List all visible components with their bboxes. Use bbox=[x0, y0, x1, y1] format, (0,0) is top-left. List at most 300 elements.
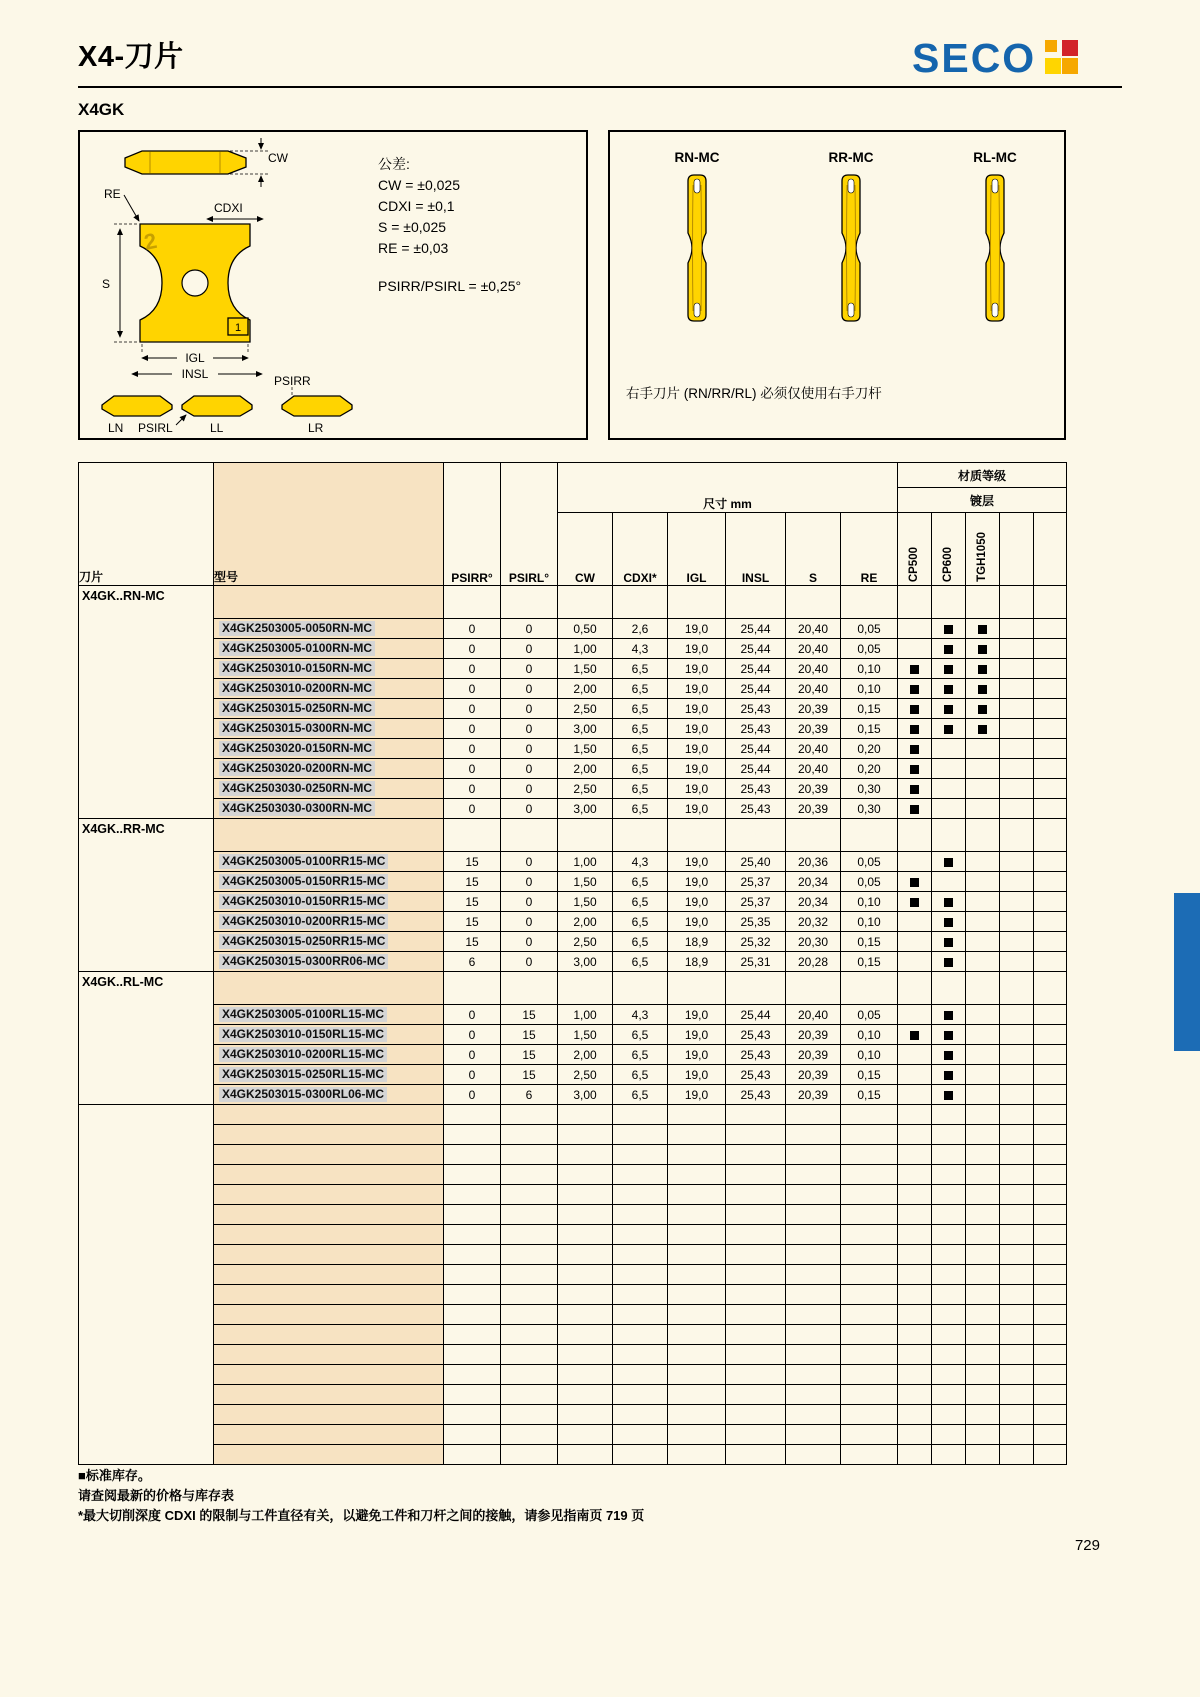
value-cell: 0 bbox=[501, 739, 558, 759]
grade-cell bbox=[966, 1085, 1000, 1105]
model-cell bbox=[214, 799, 444, 819]
value-cell: 0,10 bbox=[841, 912, 898, 932]
col-header-insl: INSL bbox=[726, 513, 786, 586]
value-cell: 1,00 bbox=[558, 639, 613, 659]
value-cell bbox=[668, 1225, 726, 1245]
empty-row bbox=[79, 1365, 1067, 1385]
value-cell bbox=[726, 1205, 786, 1225]
value-cell: 0,50 bbox=[558, 619, 613, 639]
value-cell: 0,15 bbox=[841, 1085, 898, 1105]
value-cell bbox=[841, 1105, 898, 1125]
grade-cell bbox=[1000, 912, 1034, 932]
value-cell bbox=[726, 1225, 786, 1245]
value-cell: 0 bbox=[501, 892, 558, 912]
standard-stock-square bbox=[910, 665, 919, 674]
value-cell: 25,43 bbox=[726, 1065, 786, 1085]
model-cell bbox=[214, 779, 444, 799]
standard-stock-square bbox=[944, 725, 953, 734]
model-number: X4GK2503030-0250RN-MC bbox=[219, 781, 375, 796]
value-cell bbox=[786, 1105, 841, 1125]
grade-cell bbox=[966, 639, 1000, 659]
standard-stock-square bbox=[944, 1091, 953, 1100]
right-hand-note: 右手刀片 (RN/RR/RL) 必须仅使用右手刀杆 bbox=[626, 386, 882, 401]
grade-cell bbox=[1000, 1025, 1034, 1045]
igl-label: IGL bbox=[185, 351, 205, 365]
value-cell bbox=[668, 819, 726, 852]
psirr-label: PSIRR bbox=[274, 374, 311, 388]
grade-cell bbox=[966, 1225, 1000, 1245]
grade-cell bbox=[1000, 1045, 1034, 1065]
grade-cell bbox=[1034, 1025, 1067, 1045]
grade-cell bbox=[898, 1265, 932, 1285]
footnotes bbox=[78, 1466, 644, 1526]
value-cell bbox=[501, 1145, 558, 1165]
grade-cell bbox=[966, 799, 1000, 819]
lr-label: LR bbox=[308, 421, 324, 435]
value-cell: 20,32 bbox=[786, 912, 841, 932]
value-cell bbox=[668, 1265, 726, 1285]
grade-cell bbox=[1034, 819, 1067, 852]
grade-cell bbox=[1000, 952, 1034, 972]
grade-cell bbox=[1034, 1085, 1067, 1105]
grade-cell bbox=[1000, 619, 1034, 639]
value-cell: 0 bbox=[501, 912, 558, 932]
value-cell: 19,0 bbox=[668, 779, 726, 799]
standard-stock-square bbox=[978, 625, 987, 634]
grade-cell bbox=[966, 1425, 1000, 1445]
grade-cell bbox=[966, 892, 1000, 912]
edge-number-1: 1 bbox=[234, 322, 242, 334]
model-cell bbox=[214, 1285, 444, 1305]
value-cell: 0,10 bbox=[841, 659, 898, 679]
value-cell bbox=[786, 1225, 841, 1245]
table-row bbox=[79, 852, 1067, 872]
empty-row bbox=[79, 1325, 1067, 1345]
value-cell: 6,5 bbox=[613, 912, 668, 932]
value-cell bbox=[444, 586, 501, 619]
grade-cell bbox=[898, 852, 932, 872]
value-cell bbox=[501, 1185, 558, 1205]
grade-cell bbox=[1000, 1065, 1034, 1085]
grade-cell bbox=[932, 1085, 966, 1105]
grade-cell bbox=[966, 1125, 1000, 1145]
value-cell: 0 bbox=[501, 779, 558, 799]
value-cell bbox=[501, 1305, 558, 1325]
value-cell: 20,40 bbox=[786, 619, 841, 639]
value-cell bbox=[786, 1305, 841, 1325]
value-cell bbox=[841, 1325, 898, 1345]
grade-cell bbox=[966, 932, 1000, 952]
grade-cell bbox=[1000, 639, 1034, 659]
grade-cell bbox=[1034, 1005, 1067, 1025]
col-header-model: 型号 bbox=[214, 463, 444, 586]
value-cell bbox=[841, 1405, 898, 1425]
grade-cell bbox=[1034, 719, 1067, 739]
grade-cell bbox=[932, 1225, 966, 1245]
model-cell bbox=[214, 1025, 444, 1045]
value-cell: 0 bbox=[501, 659, 558, 679]
grade-cell bbox=[898, 1045, 932, 1065]
grade-cell bbox=[1034, 799, 1067, 819]
value-cell bbox=[668, 1305, 726, 1325]
grade-cell bbox=[966, 1065, 1000, 1085]
empty-row bbox=[79, 1445, 1067, 1465]
grade-cell bbox=[898, 1445, 932, 1465]
model-cell bbox=[214, 1425, 444, 1445]
model-cell bbox=[214, 586, 444, 619]
value-cell bbox=[786, 1425, 841, 1445]
grade-cell bbox=[966, 952, 1000, 972]
grade-cell bbox=[898, 699, 932, 719]
grade-cell bbox=[932, 1165, 966, 1185]
value-cell bbox=[668, 1425, 726, 1445]
value-cell: 0,30 bbox=[841, 779, 898, 799]
value-cell: 0,20 bbox=[841, 739, 898, 759]
value-cell bbox=[501, 1125, 558, 1145]
value-cell: 3,00 bbox=[558, 952, 613, 972]
table-row bbox=[79, 1065, 1067, 1085]
empty-section-cell bbox=[79, 1105, 214, 1465]
grade-cell bbox=[1034, 1405, 1067, 1425]
value-cell: 1,00 bbox=[558, 852, 613, 872]
value-cell: 19,0 bbox=[668, 659, 726, 679]
grade-cell bbox=[966, 852, 1000, 872]
value-cell bbox=[841, 1185, 898, 1205]
grade-label: CP600 bbox=[942, 546, 955, 582]
col-header-tgh1050 bbox=[966, 513, 1000, 586]
value-cell bbox=[501, 1285, 558, 1305]
variant-diagram-box bbox=[608, 130, 1066, 440]
value-cell bbox=[501, 1205, 558, 1225]
value-cell bbox=[558, 1165, 613, 1185]
value-cell: 3,00 bbox=[558, 719, 613, 739]
grade-cell bbox=[898, 779, 932, 799]
standard-stock-square bbox=[910, 898, 919, 907]
value-cell: 25,43 bbox=[726, 779, 786, 799]
grade-cell bbox=[1034, 619, 1067, 639]
standard-stock-square bbox=[944, 938, 953, 947]
value-cell bbox=[501, 1165, 558, 1185]
grade-cell bbox=[1034, 1285, 1067, 1305]
grade-cell bbox=[1034, 1385, 1067, 1405]
grade-cell bbox=[932, 1425, 966, 1445]
value-cell: 25,44 bbox=[726, 739, 786, 759]
grade-cell bbox=[932, 852, 966, 872]
grade-cell bbox=[1000, 1445, 1034, 1465]
grade-cell bbox=[898, 1185, 932, 1205]
model-cell bbox=[214, 759, 444, 779]
value-cell bbox=[726, 1185, 786, 1205]
standard-stock-square bbox=[910, 785, 919, 794]
value-cell: 0 bbox=[444, 779, 501, 799]
value-cell bbox=[501, 972, 558, 1005]
value-cell bbox=[786, 1385, 841, 1405]
value-cell: 0,15 bbox=[841, 699, 898, 719]
value-cell bbox=[786, 1145, 841, 1165]
value-cell: 19,0 bbox=[668, 1045, 726, 1065]
value-cell: 19,0 bbox=[668, 679, 726, 699]
value-cell: 6,5 bbox=[613, 872, 668, 892]
model-cell bbox=[214, 1185, 444, 1205]
value-cell bbox=[726, 586, 786, 619]
grade-cell bbox=[1000, 819, 1034, 852]
value-cell: 0 bbox=[501, 932, 558, 952]
value-cell: 0,05 bbox=[841, 852, 898, 872]
value-cell bbox=[841, 1305, 898, 1325]
grade-cell bbox=[966, 739, 1000, 759]
value-cell bbox=[613, 1125, 668, 1145]
grade-cell bbox=[966, 1005, 1000, 1025]
value-cell bbox=[668, 1145, 726, 1165]
value-cell: 19,0 bbox=[668, 1025, 726, 1045]
value-cell: 1,50 bbox=[558, 739, 613, 759]
value-cell bbox=[444, 1325, 501, 1345]
grade-cell bbox=[1000, 779, 1034, 799]
value-cell: 20,39 bbox=[786, 699, 841, 719]
grade-cell bbox=[898, 1165, 932, 1185]
edge-number-2: 2 bbox=[141, 227, 160, 255]
value-cell: 6,5 bbox=[613, 659, 668, 679]
model-number: X4GK2503005-0100RN-MC bbox=[219, 641, 375, 656]
grade-cell bbox=[898, 1285, 932, 1305]
grade-cell bbox=[932, 619, 966, 639]
value-cell bbox=[613, 586, 668, 619]
grade-cell bbox=[966, 1205, 1000, 1225]
grade-cell bbox=[966, 586, 1000, 619]
grade-cell bbox=[932, 1285, 966, 1305]
value-cell bbox=[786, 1205, 841, 1225]
grade-cell bbox=[966, 679, 1000, 699]
value-cell bbox=[668, 586, 726, 619]
value-cell: 6,5 bbox=[613, 952, 668, 972]
value-cell: 2,00 bbox=[558, 679, 613, 699]
value-cell: 4,3 bbox=[613, 852, 668, 872]
series-title: X4GK bbox=[78, 100, 125, 119]
value-cell bbox=[613, 1245, 668, 1265]
model-cell bbox=[214, 1245, 444, 1265]
grade-cell bbox=[1034, 1425, 1067, 1445]
value-cell: 4,3 bbox=[613, 1005, 668, 1025]
model-cell bbox=[214, 739, 444, 759]
value-cell: 0,10 bbox=[841, 679, 898, 699]
table-row bbox=[79, 1085, 1067, 1105]
grade-cell bbox=[966, 1365, 1000, 1385]
grade-label: CP500 bbox=[908, 546, 921, 582]
value-cell: 2,50 bbox=[558, 699, 613, 719]
grade-cell bbox=[966, 1165, 1000, 1185]
value-cell bbox=[786, 819, 841, 852]
grade-cell bbox=[898, 639, 932, 659]
value-cell: 0 bbox=[501, 872, 558, 892]
value-cell: 0,30 bbox=[841, 799, 898, 819]
value-cell bbox=[841, 1205, 898, 1225]
grade-cell bbox=[898, 1405, 932, 1425]
tolerance-line: S = ±0,025 bbox=[378, 219, 447, 235]
value-cell bbox=[668, 1245, 726, 1265]
grade-cell bbox=[932, 1265, 966, 1285]
value-cell bbox=[558, 1185, 613, 1205]
grade-cell bbox=[898, 679, 932, 699]
value-cell bbox=[558, 1425, 613, 1445]
value-cell: 25,44 bbox=[726, 639, 786, 659]
value-cell bbox=[501, 1405, 558, 1425]
value-cell: 0 bbox=[444, 1025, 501, 1045]
value-cell: 25,35 bbox=[726, 912, 786, 932]
value-cell: 6 bbox=[501, 1085, 558, 1105]
table-row bbox=[79, 699, 1067, 719]
grade-cell bbox=[966, 972, 1000, 1005]
value-cell bbox=[841, 1245, 898, 1265]
value-cell: 15 bbox=[444, 872, 501, 892]
value-cell bbox=[726, 1445, 786, 1465]
grade-cell bbox=[898, 759, 932, 779]
value-cell bbox=[444, 1105, 501, 1125]
section-label: X4GK..RN-MC bbox=[79, 586, 214, 819]
value-cell: 25,44 bbox=[726, 759, 786, 779]
value-cell bbox=[841, 972, 898, 1005]
model-cell bbox=[214, 639, 444, 659]
value-cell: 0 bbox=[444, 1065, 501, 1085]
table-row bbox=[79, 1025, 1067, 1045]
page-edge-tab bbox=[1174, 893, 1200, 1051]
empty-row bbox=[79, 1285, 1067, 1305]
grade-cell bbox=[1000, 872, 1034, 892]
grade-cell bbox=[966, 1305, 1000, 1325]
grade-cell bbox=[1000, 1305, 1034, 1325]
value-cell bbox=[726, 1405, 786, 1425]
grade-cell bbox=[1000, 1085, 1034, 1105]
value-cell: 20,34 bbox=[786, 892, 841, 912]
model-cell bbox=[214, 1065, 444, 1085]
grade-cell bbox=[1034, 1065, 1067, 1085]
value-cell: 2,00 bbox=[558, 912, 613, 932]
table-row bbox=[79, 799, 1067, 819]
model-cell bbox=[214, 1005, 444, 1025]
grade-cell bbox=[898, 1385, 932, 1405]
value-cell bbox=[558, 1225, 613, 1245]
value-cell bbox=[558, 1125, 613, 1145]
grade-cell bbox=[966, 1245, 1000, 1265]
col-header-cp500 bbox=[898, 513, 932, 586]
table-row bbox=[79, 892, 1067, 912]
value-cell: 6,5 bbox=[613, 1045, 668, 1065]
model-cell bbox=[214, 932, 444, 952]
table-row bbox=[79, 659, 1067, 679]
value-cell: 20,39 bbox=[786, 1065, 841, 1085]
grade-cell bbox=[1034, 972, 1067, 1005]
value-cell bbox=[558, 1365, 613, 1385]
value-cell: 20,40 bbox=[786, 739, 841, 759]
model-number: X4GK2503015-0300RN-MC bbox=[219, 721, 375, 736]
grade-cell bbox=[1034, 699, 1067, 719]
grade-cell bbox=[1034, 586, 1067, 619]
grade-cell bbox=[898, 872, 932, 892]
standard-stock-square bbox=[944, 1031, 953, 1040]
value-cell: 1,50 bbox=[558, 872, 613, 892]
value-cell bbox=[444, 1205, 501, 1225]
value-cell bbox=[668, 1185, 726, 1205]
grade-cell bbox=[966, 1285, 1000, 1305]
value-cell bbox=[786, 1265, 841, 1285]
grade-cell bbox=[932, 1005, 966, 1025]
col-header-s: S bbox=[786, 513, 841, 586]
value-cell bbox=[726, 819, 786, 852]
value-cell: 6,5 bbox=[613, 739, 668, 759]
value-cell: 20,39 bbox=[786, 799, 841, 819]
table-row bbox=[79, 759, 1067, 779]
standard-stock-square bbox=[910, 1031, 919, 1040]
value-cell bbox=[786, 1365, 841, 1385]
value-cell bbox=[726, 1145, 786, 1165]
grade-cell bbox=[898, 619, 932, 639]
col-header-psirl: PSIRL° bbox=[501, 463, 558, 586]
value-cell: 0 bbox=[501, 699, 558, 719]
grade-cell bbox=[932, 1065, 966, 1085]
value-cell bbox=[501, 1325, 558, 1345]
grade-cell bbox=[1034, 1185, 1067, 1205]
value-cell: 6,5 bbox=[613, 719, 668, 739]
value-cell bbox=[668, 1385, 726, 1405]
model-number: X4GK2503010-0200RN-MC bbox=[219, 681, 375, 696]
col-header-igl: IGL bbox=[668, 513, 726, 586]
value-cell: 2,50 bbox=[558, 779, 613, 799]
table-row bbox=[79, 1005, 1067, 1025]
value-cell bbox=[726, 1325, 786, 1345]
ll-label: LL bbox=[210, 421, 224, 435]
grade-cell bbox=[1034, 1105, 1067, 1125]
value-cell bbox=[444, 1265, 501, 1285]
grade-cell bbox=[1000, 1165, 1034, 1185]
grade-cell bbox=[1000, 1425, 1034, 1445]
grade-cell bbox=[1000, 586, 1034, 619]
grade-cell bbox=[898, 1105, 932, 1125]
model-number: X4GK2503015-0300RL06-MC bbox=[219, 1087, 387, 1102]
grade-cell bbox=[1034, 852, 1067, 872]
value-cell: 19,0 bbox=[668, 719, 726, 739]
value-cell: 6,5 bbox=[613, 779, 668, 799]
value-cell: 15 bbox=[501, 1065, 558, 1085]
standard-stock-square bbox=[944, 665, 953, 674]
value-cell: 0 bbox=[444, 739, 501, 759]
ln-label: LN bbox=[108, 421, 124, 435]
grade-cell bbox=[932, 799, 966, 819]
value-cell: 20,39 bbox=[786, 1085, 841, 1105]
value-cell: 0,10 bbox=[841, 1045, 898, 1065]
value-cell: 0 bbox=[444, 1045, 501, 1065]
standard-stock-square bbox=[944, 685, 953, 694]
value-cell: 19,0 bbox=[668, 759, 726, 779]
model-number: X4GK2503020-0150RN-MC bbox=[219, 741, 375, 756]
variant-rn-label: RN-MC bbox=[674, 150, 720, 165]
standard-stock-square bbox=[910, 878, 919, 887]
model-cell bbox=[214, 1445, 444, 1465]
grade-cell bbox=[1000, 1265, 1034, 1285]
value-cell bbox=[841, 1165, 898, 1185]
grade-cell bbox=[898, 1305, 932, 1325]
standard-stock-square bbox=[910, 745, 919, 754]
model-number: X4GK2503015-0250RN-MC bbox=[219, 701, 375, 716]
model-cell bbox=[214, 1165, 444, 1185]
value-cell: 19,0 bbox=[668, 799, 726, 819]
grade-cell bbox=[932, 972, 966, 1005]
model-cell bbox=[214, 972, 444, 1005]
value-cell bbox=[841, 1425, 898, 1445]
dimensions-group-header: 尺寸 mm bbox=[558, 463, 898, 513]
value-cell bbox=[668, 1445, 726, 1465]
value-cell bbox=[558, 1205, 613, 1225]
grade-cell bbox=[1034, 912, 1067, 932]
value-cell: 25,44 bbox=[726, 1005, 786, 1025]
